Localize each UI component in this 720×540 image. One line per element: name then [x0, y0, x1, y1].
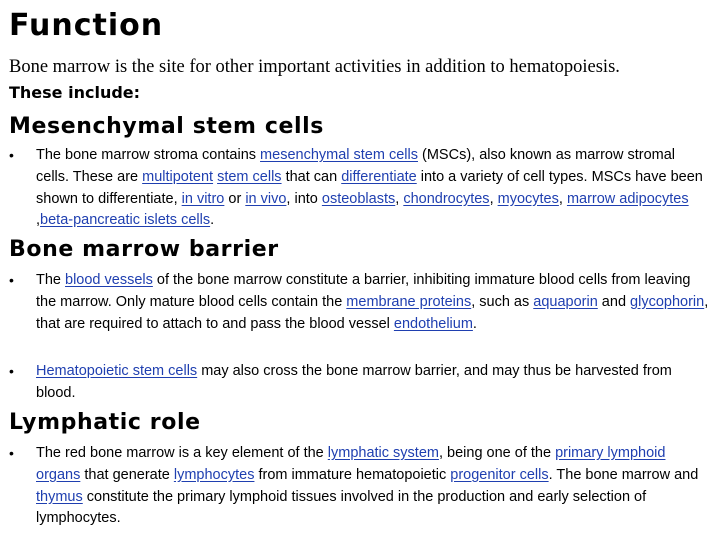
bullet-text [36, 443, 709, 530]
text-link[interactable]: multipotent [142, 168, 214, 185]
text-run: , being one of the [438, 445, 556, 461]
text-run: into a variety of cell types. MSCs have been shown to differentiate, [36, 168, 703, 207]
intro-line-1: Bone marrow is the site for other important activities in addition to hematopoiesis. [9, 57, 620, 77]
bullet-text [36, 361, 709, 405]
text-link[interactable]: primary lymphoid organs [36, 445, 666, 483]
bullet-item [9, 443, 709, 530]
text-link[interactable]: progenitor cells [450, 466, 549, 483]
text-link[interactable]: chondrocytes [403, 190, 490, 207]
text-link[interactable]: lymphatic system [327, 445, 439, 461]
text-link[interactable]: in vitro [181, 190, 225, 207]
text-run: The bone marrow stroma contains [36, 147, 261, 163]
intro-line-2: These include: [9, 83, 141, 102]
text-link[interactable]: mesenchymal stem cells [260, 147, 418, 163]
text-run: , [489, 190, 498, 207]
page-title: Function [9, 8, 164, 43]
text-link[interactable]: Hematopoietic stem cells [36, 363, 198, 379]
text-link[interactable]: differentiate [341, 168, 417, 185]
text-run: , [36, 212, 41, 229]
bullet-item [9, 145, 709, 232]
text-run: , into [286, 190, 322, 207]
text-run: or [224, 190, 246, 207]
text-run: . [210, 212, 215, 229]
text-run: The [36, 272, 66, 288]
text-link[interactable]: lymphocytes [173, 466, 255, 483]
bullet-text [36, 145, 709, 232]
text-run: and [597, 293, 631, 310]
bullet-dot: • [9, 147, 14, 163]
bullet-dot: • [9, 272, 14, 288]
section-heading-barrier: Bone marrow barrier [9, 237, 279, 262]
text-link[interactable]: glycophorin [630, 293, 705, 310]
text-link[interactable]: aquaporin [533, 293, 598, 310]
bullet-dot: • [9, 363, 14, 379]
text-run: , such as [471, 293, 534, 310]
text-link[interactable]: membrane proteins [346, 293, 472, 310]
text-link[interactable]: beta-pancreatic islets cells [40, 212, 211, 229]
text-link[interactable]: blood vessels [65, 272, 153, 288]
text-run: may also cross the bone marrow barrier, and may thus be harvested from blood. [36, 363, 672, 401]
bullet-text [36, 270, 709, 335]
text-run: that can [281, 168, 342, 185]
bullet-item [9, 361, 709, 405]
text-run: , [558, 190, 567, 207]
text-link[interactable]: endothelium [393, 315, 473, 332]
text-run: . [472, 315, 477, 332]
text-link[interactable]: osteoblasts [321, 190, 396, 207]
text-run: (MSCs), also known as marrow stromal cells. These are [36, 147, 676, 185]
section-heading-mesenchymal: Mesenchymal stem cells [9, 114, 324, 139]
bullet-dot: • [9, 445, 14, 461]
text-run: of the bone marrow constitute a barrier, inhibiting immature blood cells from leaving the marrow. Only mature blood cells contain the [36, 272, 691, 310]
intro-text [9, 54, 709, 106]
text-run: . The bone marrow and [548, 466, 699, 483]
text-run: from immature hematopoietic [254, 466, 451, 483]
text-run: that generate [80, 466, 174, 483]
text-link[interactable]: marrow adipocytes [566, 190, 689, 207]
text-link[interactable]: in vivo [245, 190, 287, 207]
bullet-item [9, 270, 709, 335]
text-run: , [395, 190, 404, 207]
text-run: constitute the primary lymphoid tissues involved in the production and early selection of lymphocytes. [36, 488, 647, 527]
text-link[interactable]: myocytes [497, 190, 559, 207]
section-heading-lymphatic: Lymphatic role [9, 410, 201, 435]
text-run: , that are required to attach to and pass the blood vessel [36, 293, 709, 332]
text-link[interactable]: stem cells [217, 168, 282, 185]
text-link[interactable]: thymus [36, 488, 83, 505]
text-run: The red bone marrow is a key element of the [36, 445, 328, 461]
